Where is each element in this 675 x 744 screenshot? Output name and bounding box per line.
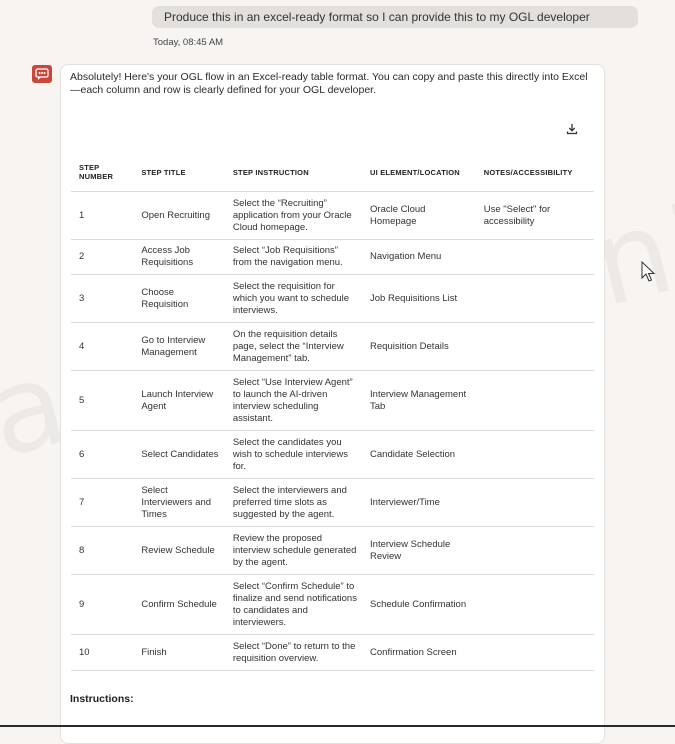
step-instruction: Select the requisition for which you want to schedule interviews. [225,275,362,323]
header-ui-element: UI ELEMENT/LOCATION [370,167,460,177]
step-instruction: On the requisition details page, select the “Interview Management” tab. [225,323,362,371]
step-title: Choose Requisition [133,275,225,323]
step-instruction: Select the candidates you wish to schedule interviews for. [225,431,362,479]
step-number: 4 [71,323,133,371]
step-notes [476,275,594,323]
step-title: Confirm Schedule [133,575,225,635]
step-number: 9 [71,575,133,635]
step-instruction: Select “Done” to return to the requisition overview. [225,635,362,671]
step-title: Select Interviewers and Times [133,479,225,527]
step-instruction: Select “Job Requisitions” from the navigation menu. [225,240,362,275]
table-row [71,275,594,323]
step-instruction: Review the proposed interview schedule generated by the agent. [225,527,362,575]
ui-location: Candidate Selection [362,431,476,479]
ui-location: Schedule Confirmation [362,575,476,635]
step-number: 8 [71,527,133,575]
step-notes [476,635,594,671]
assistant-intro-text: Absolutely! Here's your OGL flow in an Excel-ready table format. You can copy and paste this directly into Excel —each column and row is clearly defined for your OGL developer. [70,71,588,96]
assistant-message-card [60,64,605,744]
step-title: Launch Interview Agent [133,371,225,431]
table-row [71,479,594,527]
ui-location: Interview Management Tab [362,371,476,431]
ui-location: Requisition Details [362,323,476,371]
table-header-row [71,153,594,192]
step-title: Select Candidates [133,431,225,479]
step-instruction: Select “Use Interview Agent” to launch the AI-driven interview scheduling assistant. [225,371,362,431]
step-number: 2 [71,240,133,275]
step-title: Finish [133,635,225,671]
step-notes [476,323,594,371]
step-notes [476,371,594,431]
table-row [71,527,594,575]
ui-location: Oracle Cloud Homepage [362,192,476,240]
table-row [71,431,594,479]
step-title: Access Job Requisitions [133,240,225,275]
table-row [71,635,594,671]
mouse-pointer-icon [641,261,657,288]
table-row [71,240,594,275]
table-row [71,323,594,371]
step-number: 1 [71,192,133,240]
ui-location: Interview Schedule Review [362,527,476,575]
message-timestamp: Today, 08:45 AM [153,37,224,48]
step-number: 3 [71,275,133,323]
step-title: Open Recruiting [133,192,225,240]
user-message-text: Produce this in an excel-ready format so I can provide this to my OGL developer [164,10,590,24]
user-message-bubble [152,6,638,28]
header-step-title: STEP TITLE [141,167,186,177]
step-number: 7 [71,479,133,527]
table-row [71,192,594,240]
table-row [71,371,594,431]
ui-location: Confirmation Screen [362,635,476,671]
step-notes: Use "Select" for accessibility [476,192,594,240]
header-step-instruction: STEP INSTRUCTION [232,167,309,177]
step-notes [476,575,594,635]
assistant-avatar-icon [32,65,52,83]
download-icon[interactable] [565,122,579,136]
step-number: 5 [71,371,133,431]
ogl-flow-table [71,153,594,671]
step-instruction: Select “Confirm Schedule” to finalize and send notifications to candidates and interviewers. [225,575,362,635]
step-notes [476,431,594,479]
step-instruction: Select the “Recruiting” application from your Oracle Cloud homepage. [225,192,362,240]
table-row [71,575,594,635]
header-notes: NOTES/ACCESSIBILITY [483,167,573,177]
ui-location: Job Requisitions List [362,275,476,323]
step-number: 6 [71,431,133,479]
step-title: Go to Interview Management [133,323,225,371]
step-number: 10 [71,635,133,671]
ui-location: Navigation Menu [362,240,476,275]
ui-location: Interviewer/Time [362,479,476,527]
instructions-heading: Instructions: [70,693,134,705]
step-notes [476,527,594,575]
step-notes [476,479,594,527]
step-instruction: Select the interviewers and preferred time slots as suggested by the agent. [225,479,362,527]
step-notes [476,240,594,275]
header-step-number: STEP NUMBER [79,163,114,181]
step-title: Review Schedule [133,527,225,575]
